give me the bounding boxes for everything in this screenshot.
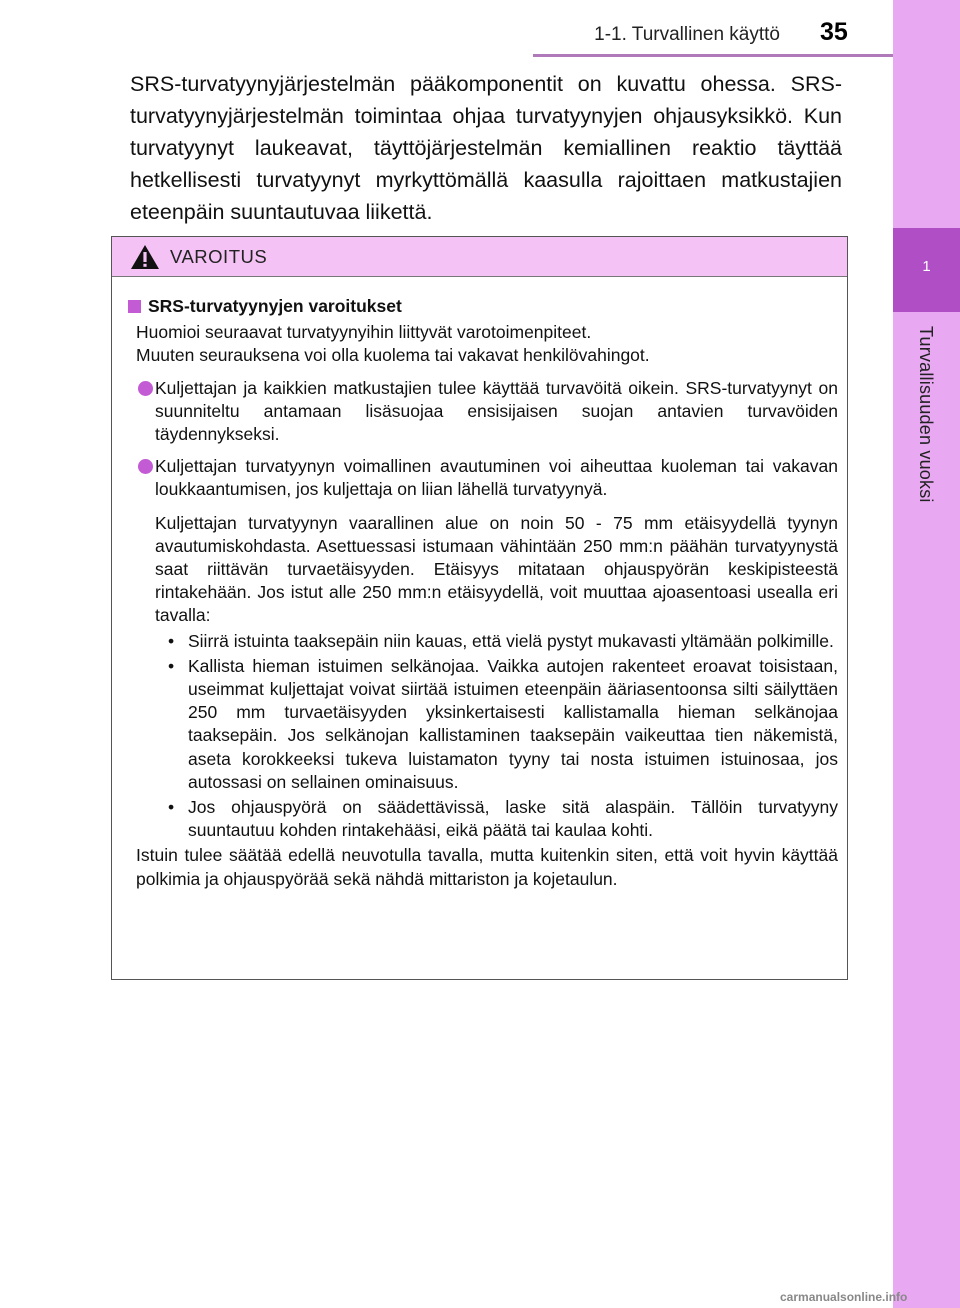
- warning-sub-item: [126, 796, 838, 842]
- warning-sub-item-text: Siirrä istuinta taaksepäin niin kauas, että vielä pystyt mukavasti yltämään polkimille.: [188, 630, 834, 651]
- warning-label: VAROITUS: [170, 246, 268, 267]
- warning-closing: Istuin tulee säätää edellä neuvotulla tavalla, mutta kuitenkin siten, että voit hyvin käyttää polkimia ja ohjauspyörää sekä nähdä mittariston ja kojetaulun.: [136, 845, 838, 889]
- warning-header: [112, 237, 847, 277]
- chapter-sidebar: [893, 0, 960, 1308]
- warning-detail: Kuljettajan turvatyynyn vaarallinen alue on noin 50 - 75 mm etäisyydellä tyynyn avautumiskohdasta. Asettuessasi istumaan vähintään 250 mm:n päähän turvatyynystä saat riittävän turvaetäisyyden. Etäisyys mitataan ohjauspyörän keskipisteestä rintakehään. Jos istut alle 250 mm:n etäisyydellä, voit muuttaa ajoasentoasi usealla eri tavalla:: [155, 512, 838, 626]
- section-title: 1-1. Turvallinen käyttö: [594, 24, 780, 45]
- warning-sub-item-text: Kallista hieman istuimen selkänojaa. Vaikka autojen rakenteet eroavat toisistaan, useimmat kuljettajat voivat siirtää istuimen eteenpäin ääriasentoonsa silti säilyttäen 250 mm turvaetäisyyden yksinkertaisesti kallistamalla hieman selkänojaa taaksepäin. Jos selkänojan kallistaminen taaksepäin vaikeuttaa tien näkemistä, aseta korokkeeksi tukeva luistamaton tyyny tai nosta istuimen istuinosaa, jos autossasi on sellainen ominaisuus.: [188, 655, 838, 792]
- footer-watermark[interactable]: carmanualsonline.info: [780, 1290, 908, 1304]
- header-rule: [533, 54, 893, 57]
- warning-sub-item-text: Jos ohjauspyörä on säädettävissä, laske sitä alaspäin. Tällöin turvatyyny suuntautuu kohden rintakehääsi, eikä päätä tai kaulaa kohti.: [188, 797, 838, 841]
- warning-bullet-text: Kuljettajan ja kaikkien matkustajien tulee käyttää turvavöitä oikein. SRS-turvatyynyt on suunniteltu antamaan lisäsuojaa ensisijaisen suojan antavien turvavöiden täydennykseksi.: [155, 377, 838, 445]
- round-bullet-icon: [138, 459, 153, 474]
- warning-sub-item: [126, 655, 838, 794]
- page-number: 35: [820, 18, 848, 46]
- warning-box: [111, 236, 848, 980]
- chapter-title: Turvallisuuden vuoksi: [916, 326, 936, 503]
- square-bullet-icon: [128, 300, 141, 313]
- warning-lead-1: Huomioi seuraavat turvatyynyihin liittyvät varotoimenpiteet.: [136, 322, 592, 343]
- warning-triangle-icon: [130, 244, 160, 270]
- small-bullet-icon: •: [168, 797, 175, 818]
- warning-sub-item: [126, 630, 838, 653]
- warning-bullet: [126, 377, 838, 447]
- warning-bullet: [126, 455, 838, 501]
- warning-bullet-text: Kuljettajan turvatyynyn voimallinen avautuminen voi aiheuttaa kuoleman tai vakavan loukkaantumisen, jos kuljettaja on liian lähellä turvatyynyä.: [155, 456, 838, 500]
- small-bullet-icon: •: [168, 630, 175, 651]
- warning-lead-2: Muuten seurauksena voi olla kuolema tai vakavat henkilövahingot.: [136, 345, 650, 366]
- small-bullet-icon: •: [168, 655, 175, 676]
- warning-section-title: SRS-turvatyynyjen varoitukset: [148, 296, 402, 316]
- warning-section-heading: [126, 295, 838, 318]
- chapter-number: 1: [922, 258, 931, 275]
- warning-body: [126, 295, 838, 891]
- intro-paragraph: SRS-turvatyynyjärjestelmän pääkomponentit on kuvattu ohessa. SRS-turvatyynyjärjestelmän toimintaa ohjaa turvatyynyjen ohjausyksikkö. Kun turvatyynyt laukeavat, täyttöjärjestelmän kemiallinen reaktio täyttää hetkellisesti turvatyynyt myrkyttömällä kaasulla rajoittaen matkustajien eteenpäin suuntautuvaa liikettä.: [130, 72, 842, 224]
- round-bullet-icon: [138, 381, 153, 396]
